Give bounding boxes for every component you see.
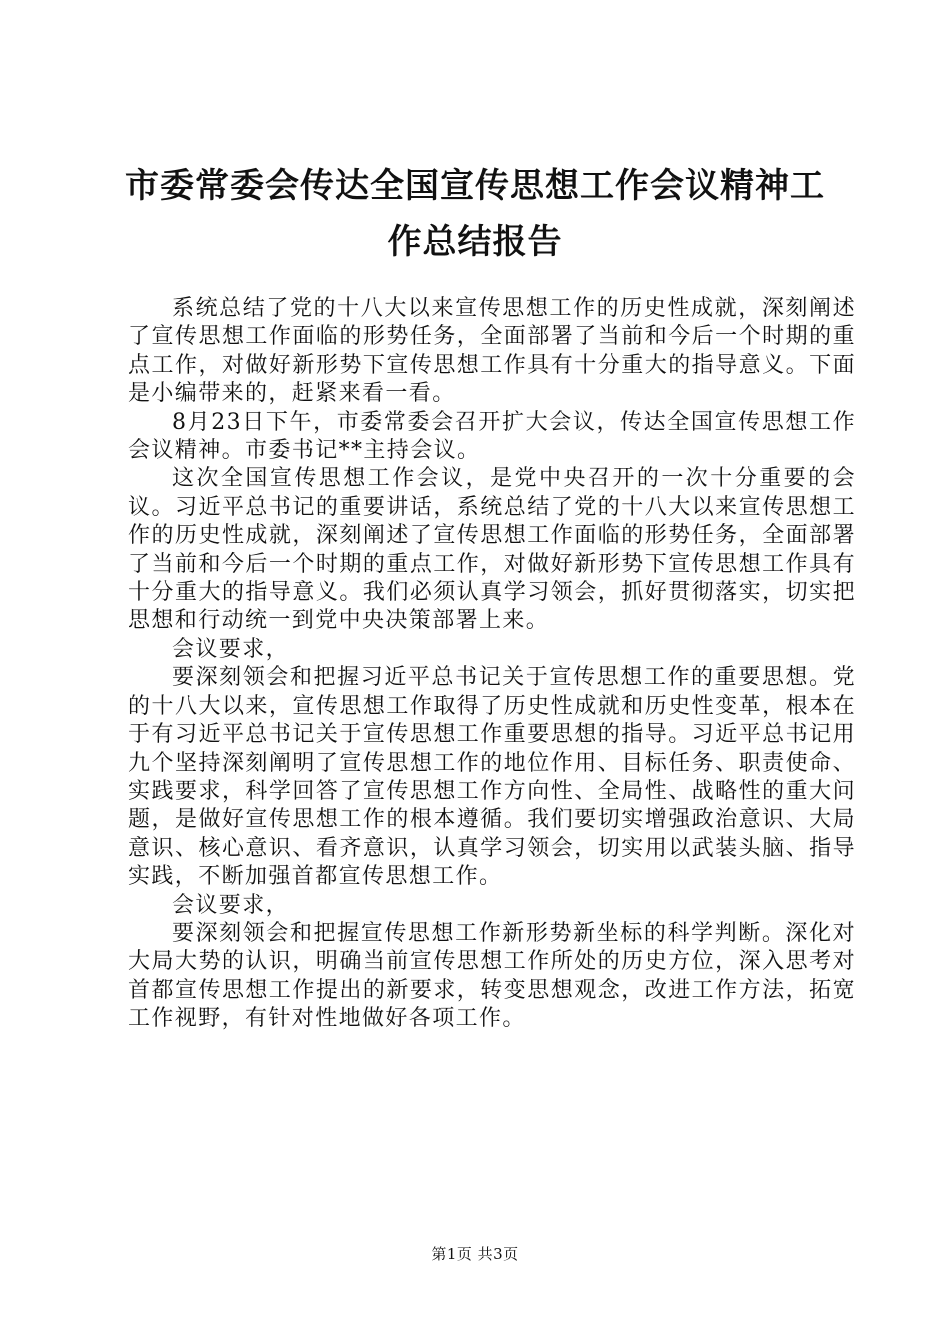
title-line-2: 作总结报告 <box>387 222 563 262</box>
document-title <box>120 158 830 270</box>
paragraph-requirement-1: 要深刻领会和把握习近平总书记关于宣传思想工作的重要思想。党的十八大以来，宣传思想工作取得了历史性成就和历史性变革，根本在于有习近平总书记关于宣传思想工作重要思想的指导。习近平总书记用九个坚持深刻阐明了宣传思想工作的地位作用、目标任务、职责使命、实践要求，科学回答了宣传思想工作方向性、全局性、战略性的重大问题，是做好宣传思想工作的根本遵循。我们要切实增强政治意识、大局意识、核心意识、看齐意识，认真学习领会，切实用以武装头脑、指导实践，不断加强首都宣传思想工作。 <box>128 665 856 890</box>
paragraph-meeting-date: 8月23日下午，市委常委会召开扩大会议，传达全国宣传思想工作会议精神。市委书记**主持会议。 <box>128 409 856 464</box>
paragraph-requirement-2: 要深刻领会和把握宣传思想工作新形势新坐标的科学判断。深化对大局大势的认识，明确当前宣传思想工作所处的历史方位，深入思考对首都宣传思想工作提出的新要求，转变思想观念，改进工作方法，拓宽工作视野，有针对性地做好各项工作。 <box>128 920 856 1032</box>
paragraph-meeting-significance: 这次全国宣传思想工作会议，是党中央召开的一次十分重要的会议。习近平总书记的重要讲话，系统总结了党的十八大以来宣传思想工作的历史性成就，深刻阐述了宣传思想工作面临的形势任务，全面部署了当前和今后一个时期的重点工作，对做好新形势下宣传思想工作具有十分重大的指导意义。我们必须认真学习领会，抓好贯彻落实，切实把思想和行动统一到党中央决策部署上来。 <box>128 466 856 634</box>
document-body <box>128 295 856 1034</box>
paragraph-requirement-heading-2: 会议要求， <box>172 892 290 918</box>
page-footer: 第1页 共3页 <box>431 1245 519 1263</box>
title-line-1: 市委常委会传达全国宣传思想工作会议精神工 <box>125 166 825 206</box>
paragraph-requirement-heading-1: 会议要求， <box>172 636 290 662</box>
paragraph-intro: 系统总结了党的十八大以来宣传思想工作的历史性成就，深刻阐述了宣传思想工作面临的形势任务，全面部署了当前和今后一个时期的重点工作，对做好新形势下宣传思想工作具有十分重大的指导意义。下面是小编带来的，赶紧来看一看。 <box>128 296 856 407</box>
